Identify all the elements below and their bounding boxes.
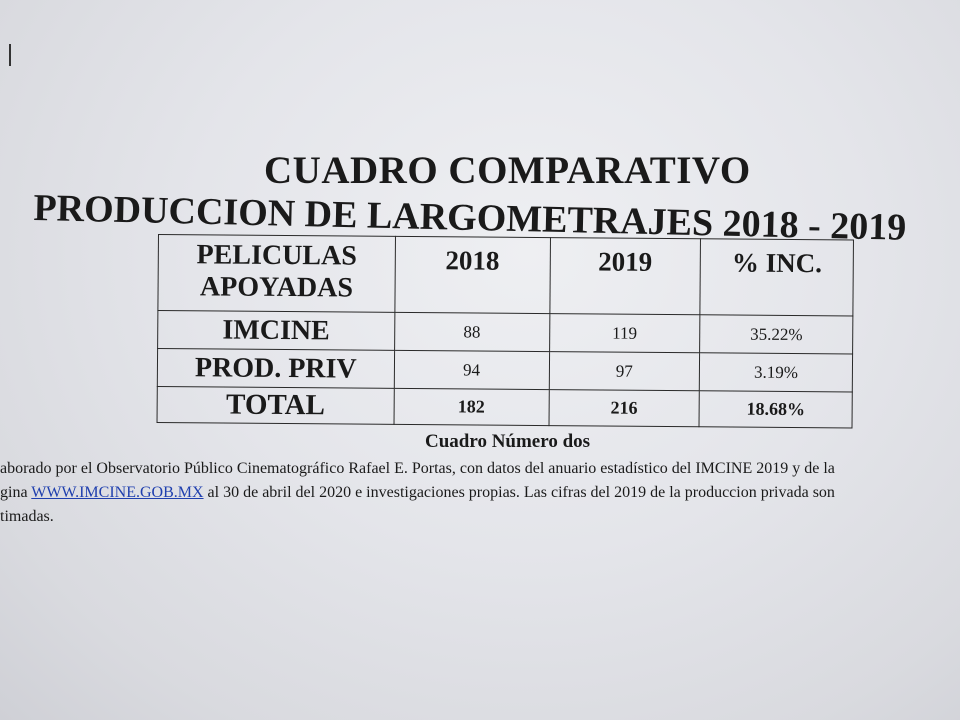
cell-2019: 119 <box>549 314 700 353</box>
cell-2018: 94 <box>394 350 549 389</box>
table-row <box>157 349 852 392</box>
cell-2018: 182 <box>394 388 549 425</box>
cell-inc: 18.68% <box>699 391 852 428</box>
header-2019: 2019 <box>549 238 700 315</box>
cell-2019: 216 <box>549 390 700 427</box>
header-peliculas-apoyadas <box>158 235 395 313</box>
table-header-row <box>158 235 854 316</box>
cell-inc: 35.22% <box>700 315 853 354</box>
header-2018: 2018 <box>395 236 550 313</box>
comparison-table <box>157 234 854 428</box>
header-inc: % INC. <box>700 239 853 316</box>
note-line-2 <box>0 481 960 505</box>
header-apoyadas: APOYADAS <box>199 271 354 304</box>
note-line-3: timadas. <box>0 508 54 525</box>
table-row-total <box>157 386 852 427</box>
row-label: IMCINE <box>158 311 395 351</box>
title-line-1: CUADRO COMPARATIVO <box>264 149 751 192</box>
table-caption: Cuadro Número dos <box>425 431 591 452</box>
row-label: TOTAL <box>157 386 394 424</box>
row-label: PROD. PRIV <box>157 349 394 389</box>
note-line-1: aborado por el Observatorio Público Cinematográfico Rafael E. Portas, con datos del anuario estadístico del IMCINE 2019 y de la <box>0 460 835 477</box>
cell-2018: 88 <box>394 312 549 351</box>
imcine-link[interactable]: WWW.IMCINE.GOB.MX <box>31 484 204 501</box>
note-line-2-suffix: al 30 de abril del 2020 e investigaciones propias. Las cifras del 2019 de la produccion privada son <box>203 484 835 501</box>
page-edge-mark <box>9 44 11 66</box>
title-line-2: PRODUCCION DE LARGOMETRAJES 2018 - 2019 <box>33 186 907 249</box>
header-peliculas: PELICULAS <box>196 239 357 272</box>
note-line-2-prefix: gina <box>0 484 32 501</box>
cell-2019: 97 <box>549 352 700 391</box>
table-row <box>158 311 853 354</box>
source-note <box>0 457 960 529</box>
cell-inc: 3.19% <box>700 353 853 392</box>
